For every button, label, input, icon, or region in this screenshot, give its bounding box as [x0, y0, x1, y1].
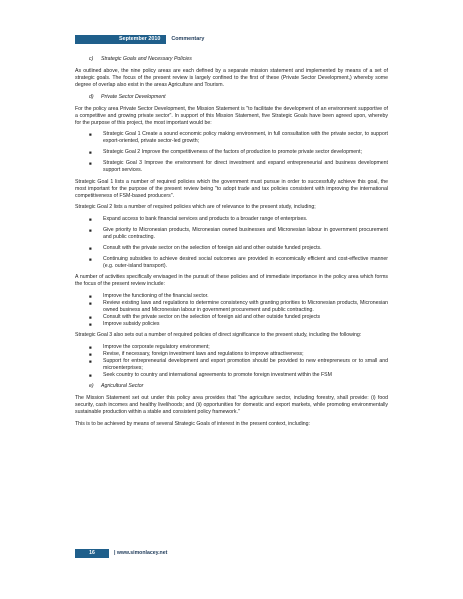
bullet-icon: ■: [89, 150, 92, 155]
bullet-icon: ■: [89, 293, 92, 299]
bullet-icon: ■: [89, 245, 92, 251]
section-title: Private Sector Development: [101, 93, 166, 100]
paragraph: Strategic Goal 3 also sets out a number of required policies of direct significance to the present study, including the following:: [75, 332, 362, 338]
goal3-policies-list: [75, 344, 388, 379]
goal2-policies-list: [75, 216, 388, 270]
paragraph: For the policy area Private Sector Development, the Mission Statement is "to facilitate the development of an environment supportive of a competitive and growing private sector". In support of this Mission Statement, five Strategic Goals have been agreed upon, whereby for the purpose of this project, the most important would be:: [75, 105, 388, 126]
bullet-icon: ■: [89, 358, 92, 364]
section-heading-c: [75, 56, 388, 63]
section-letter: e): [89, 383, 94, 389]
bullet-icon: ■: [89, 132, 92, 137]
bullet-icon: ■: [89, 344, 92, 350]
activities-list: [75, 293, 388, 328]
paragraph: Strategic Goal 1 lists a number of required policies which the government must pursue in order to successfully achieve this goal, the most important for the purpose of the present review being "to adopt trade and tax policies consistent with improving the international competitiveness of FSM-based producers".: [75, 178, 388, 199]
list-item: ■ Improve subsidy policies: [89, 320, 160, 327]
list-item: ■ Strategic Goal 3 Improve the environment for direct investment and expand entrepreneurial and business development support services.: [89, 160, 388, 173]
header-section: Commentary: [171, 36, 205, 42]
bullet-icon: ■: [89, 161, 92, 166]
list-item: ■ Strategic Goal 2 Improve the competitiveness of the factors of production to promote private sector development;: [89, 149, 362, 155]
bullet-icon: ■: [89, 227, 92, 233]
page-header: [75, 35, 204, 44]
bullet-icon: ■: [89, 321, 92, 327]
list-item: ■ Improve the corporate regulatory environment;: [89, 343, 210, 350]
footer-url[interactable]: | www.simonlacey.net: [114, 550, 168, 556]
paragraph: A number of activities specifically envisaged in the pursuit of these policies and of immediate importance in the policy area which forms the focus of the present review include:: [75, 274, 388, 287]
list-item: ■ Seek country to country and international agreements to promote foreign investment within the FSM: [89, 371, 332, 378]
bullet-icon: ■: [89, 216, 92, 222]
section-title: Strategic Goals and Necessary Policies: [101, 56, 192, 62]
list-item: ■ Continuing subsidies to achieve desired social outcomes are provided in economically efficient and cost-effective manner (e.g. outer-island transport).: [89, 255, 388, 269]
bullet-icon: ■: [89, 300, 92, 306]
list-item: ■ Give priority to Micronesian products, Micronesian owned businesses and Micronesian labour in government procurement and public contracting.: [89, 226, 388, 240]
section-letter: d): [89, 93, 94, 100]
document-body: [75, 56, 388, 432]
list-item: ■ Support for entrepreneurial development and export promotion should be provided to new entrepreneurs or to small and microenterprises;: [89, 357, 388, 371]
list-item: ■ Strategic Goal 1 Create a sound economic policy making environment, in full consultation with the private sector, to support export-oriented, private sector-led growth;: [89, 131, 388, 144]
section-title: Agricultural Sector: [101, 383, 144, 389]
section-heading-d: [75, 94, 388, 101]
bullet-icon: ■: [89, 314, 92, 320]
page-footer: [75, 549, 167, 558]
paragraph: As outlined above, the nine policy areas are each defined by a separate mission statement and implemented by means of a set of strategic goals. The focus of the present review is largely confined to the first of these (Private Sector Development,) whereby some degree of overlap also exist in the areas Agriculture and Tourism.: [75, 68, 388, 88]
bullet-icon: ■: [89, 256, 92, 262]
page-number: 16: [75, 549, 109, 558]
strategic-goals-list: [75, 131, 388, 174]
list-item: ■ Consult with the private sector on the selection of foreign aid and other outside funded projects.: [89, 244, 322, 251]
section-heading-e: [75, 383, 388, 390]
list-item: ■ Consult with the private sector on the selection of foreign aid and other outside funded projects: [89, 313, 321, 320]
list-item: ■ Improve the functioning of the financial sector.: [89, 292, 209, 299]
list-item: ■ Expand access to bank financial services and products to a broader range of enterprises.: [89, 215, 308, 222]
section-letter: c): [89, 56, 94, 62]
list-item: ■ Revise, if necessary, foreign investment laws and regulations to improve attractiveness;: [89, 350, 304, 357]
paragraph: Strategic Goal 2 lists a number of required policies which are of relevance to the present study, including;: [75, 204, 316, 210]
bullet-icon: ■: [89, 372, 92, 378]
paragraph: The Mission Statement set out under this policy area provides that "the agriculture sector, including forestry, shall provide: (i) food security, cash incomes and healthy livelihoods; and (ii) opportunities for domestic and export markets, while promoting environmentally sustainable production within a stable and consistent policy framework.": [75, 395, 388, 415]
bullet-icon: ■: [89, 351, 92, 357]
header-date: September 2010: [75, 35, 166, 44]
list-item: ■ Review existing laws and regulations to determine consistency with granting priorities to Micronesian products, Micronesian owned business and Micronesian labour in government procurement and public contracting.: [89, 299, 388, 313]
paragraph: This is to be achieved by means of several Strategic Goals of interest in the present context, including:: [75, 420, 311, 427]
